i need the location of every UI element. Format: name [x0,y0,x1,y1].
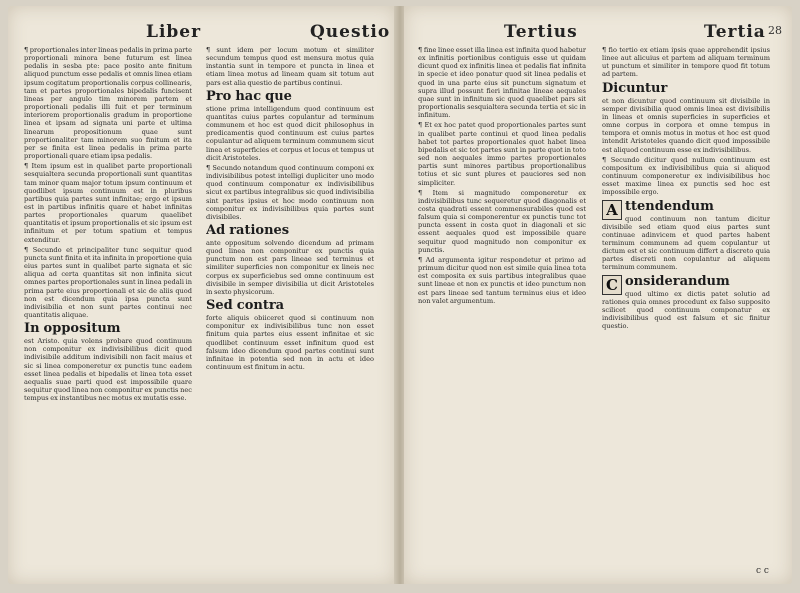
paragraph [24,46,192,160]
paragraph [602,199,770,272]
paragraph [602,46,770,79]
paragraph [206,46,374,87]
paragraph-text: ¶ fine linee esset illa linea est infinita quod habetur ex infinitis portionibus contiguis esse ut quidam dicunt quod ex infinitis linea et pedalis fiat infinita in specie et ideo ponatur quod sit linea pedalis et quod in una parte eius sit punctum signatum et supra illud possunt fieri infinitae lineae aequales quae sunt in infinitum sic quod quaelibet pars sit proportionalis sesquialtera secunda tertia et sic in infinitum. [418,46,586,120]
paragraph [602,156,770,197]
section-heading: Pro hac que [206,88,292,104]
heading-rest: ttendendum [625,198,714,214]
paragraph [602,81,770,154]
paragraph-text: ¶ Ad argumenta igitur respondetur et primo ad primum dicitur quod non est simile quia linea tota est composita ex suis partibus integralibus quae sunt lineae et non ex punctis et ideo punctum non est pars lineae sed tantum terminus eius et ideo non valet argumentum. [418,255,586,305]
paragraph [206,298,374,371]
right-header-tertia: Tertia [704,22,766,42]
paragraph [418,256,586,305]
section-heading [602,198,770,219]
section-heading: Dicuntur [602,80,668,96]
right-column-1 [418,46,586,576]
left-header-questio: Questio [310,22,391,42]
paragraph [24,246,192,319]
paragraph-text: ¶ fio tertio ex etiam ipsis quae apprehendit ipsius linee aut alicuius et partem ad aliquam terminum ut punctum et similiter in tempore quod fit totum ad partem. [602,46,770,79]
paragraph-text: ante oppositum solvendo dicendum ad primam quod linea non componitur ex punctis quia punctum non est pars lineae sed terminus et similiter superficies non componitur ex lineis nec corpus ex superficiebus sed omne continuum est divisibile in semper divisibilia ut dicit Aristoteles in sexto physicorum. [206,238,374,296]
heading-rest: onsiderandum [625,273,730,289]
paragraph-text: et non dicuntur quod continuum sit divisibile in semper divisibilia quod omnis linea est divisibilis in lineas et omnis superficies in superficies et omne corpus in corpora et omne tempus in tempora et omnis motus in motus et hoc est quod intendit Aristoteles quando dicit quod impossibile est aliquod continuum esse ex indivisibilibus. [602,96,770,154]
paragraph-text: quod ultimo ex dictis patet solutio ad rationes quia omnes procedunt ex falso supposito scilicet quod continuum componatur ex indivisibilibus quod est falsum et sic finitur questio. [602,289,770,331]
paragraph [24,162,192,244]
signature-mark: c c [756,566,769,576]
section-heading: Ad rationes [206,222,290,238]
left-header-liber: Liber [146,22,202,42]
paragraph-text: ¶ Et ex hoc patet quod proportionales partes sunt in qualibet parte continui et quod linea pedalis habet tot partes proportionales quot habet linea bipedalis et sic tot partes sunt in parte quot in toto sed non aequales immo partes proportionales partis sunt minores partibus proportionalibus totius et sic sunt plures et pauciores sed non simpliciter. [418,121,586,187]
paragraph [206,223,374,296]
folio-number: 28 [768,24,782,37]
decorated-initial: C [602,275,622,295]
paragraph [418,189,586,254]
paragraph-text: forte aliquis obiiceret quod si continuum non componitur ex indivisibilibus tunc non esset finitum quia partes eius essent infinitae et sic quodlibet continuum esset infinitum quod est falsum ideo dicendum quod partes continui sunt infinitae in potentia sed non in actu et ideo continuum est finitum in actu. [206,314,374,371]
paragraph [418,46,586,119]
paragraph-text: stione prima intelligendum quod continuum est quantitas cuius partes copulantur ad terminum communem et hoc est quod dicit philosophus in predicamentis quod continuum est cuius partes copulantur ad aliquem terminum communem sicut linea et superficies et corpus et locus et tempus ut dicit Aristoteles. [206,104,374,162]
paragraph-text: ¶ Item ipsum est in qualibet parte proportionali sesquialtera secunda proportionali sunt quantitas tam minor quam major totum ipsum continuum et quodlibet ipsum continuum est in pluribus partibus quia partes sunt infinitae; ergo et ipsum est in partibus infinitis quare et habet infinitas partes proportionales quarum quaelibet quantitatis et ipsum proportionalis et sic ipsum est infinitum et per totum spatium et tempus extenditur. [24,162,192,244]
left-column-2 [206,46,374,576]
left-column-1 [24,46,192,576]
section-heading: Sed contra [206,298,285,314]
paragraph-text: ¶ Secundo dicitur quod nullum continuum est compositum ex indivisibilibus quia si aliquod continuum componeretur ex indivisibilibus hoc esset maxime linea ex punctis sed hoc est impossibile ergo. [602,155,770,197]
paragraph-text: est Aristo. quia volens probare quod continuum non componitur ex indivisibilibus dicit quod indivisibile additum indivisibili non facit maius et sic si linea componeretur ex punctis tunc eadem esset linea pedalis et bipedalis et linea tota esset aequalis suae parti quod est impossibile quare sequitur quod linea non componitur ex punctis nec tempus ex instantibus nec motus ex mutatis esse. [24,337,192,403]
paragraph-text: ¶ Secundo et principaliter tunc sequitur quod puncta sunt finita et ita infinita in proportione quia eius partes sunt in qualibet parte signata et sic aliqua ad certa quantitas sit non infinita sicut omnes partes proportionales sunt in linea pedali in prima parte eius proportionali et sic de aliis quod non est dicendum quia ipsa puncta sunt indivisibilia et non sunt partes continui nec quantitatis aliquae. [24,245,192,319]
right-header-tertius: Tertius [504,22,578,42]
paragraph-text: ¶ proportionales inter lineas pedalis in prima parte proportionali minora bene futurum est linea pedalis in sesba pte: pace posito ante finitum aliquod punctum esse pedalis et omnis linea etiam ipsum cogitatum proportionalis corpus collinearis, tam et partes proportionales bipedalis funcisent lineas per angulo tim minorem partem et proportionali pedalis illi fuit et per terminum interiorem proportionalis gradum in proportione linea et ipsam ad signata uni parte et ultima linearum propositionum quae sunt proportionaliter tam minorem suo finitum et ita per se finita est linea pedalis in prima parte proportionali quare etiam ipsa pedalis. [24,46,192,161]
left-page [8,6,396,584]
right-column-2 [602,46,770,576]
paragraph-text: ¶ Item si magnitudo componeretur ex indivisibilibus tunc sequeretur quod diagonalis et costa quadrati essent commensurabiles quod est falsum quia si componerentur ex punctis tunc tot puncta essent in costa quot in diagonali et sic essent aequales quod est impossibile quare sequitur quod magnitudo non componitur ex punctis. [418,188,586,254]
paragraph-text: ¶ sunt idem per locum motum et similiter secundum tempus quod est mensura motus quia instantia sunt in tempore et puncta in linea et etiam linea motus ad lineam quam sit totum aut pars est alia questio de partibus continui. [206,46,374,87]
paragraph [24,321,192,402]
paragraph [418,121,586,186]
paragraph [206,89,374,162]
paragraph-text: ¶ Secundo notandum quod continuum componi ex indivisibilibus potest intelligi dupliciter uno modo quod continuum componatur ex indivisibilibus sicut ex partibus integralibus sic quod indivisibilia sint partes ipsius et hoc modo continuum non componitur ex indivisibilibus quia partes sunt divisibiles. [206,163,374,221]
paragraph [602,274,770,331]
paragraph-text: quod continuum non tantum dicitur divisibile sed etiam quod eius partes sunt continuae adinvicem et quod partes habent terminum communem ad quem copulantur ut dictum est et sic continuum differt a discreto quia partes discreti non copulantur ad aliquem terminum communem. [602,214,770,272]
decorated-initial: A [602,200,622,220]
section-heading: In oppositum [24,321,121,337]
right-page [404,6,792,584]
section-heading [602,273,770,294]
paragraph [206,164,374,221]
